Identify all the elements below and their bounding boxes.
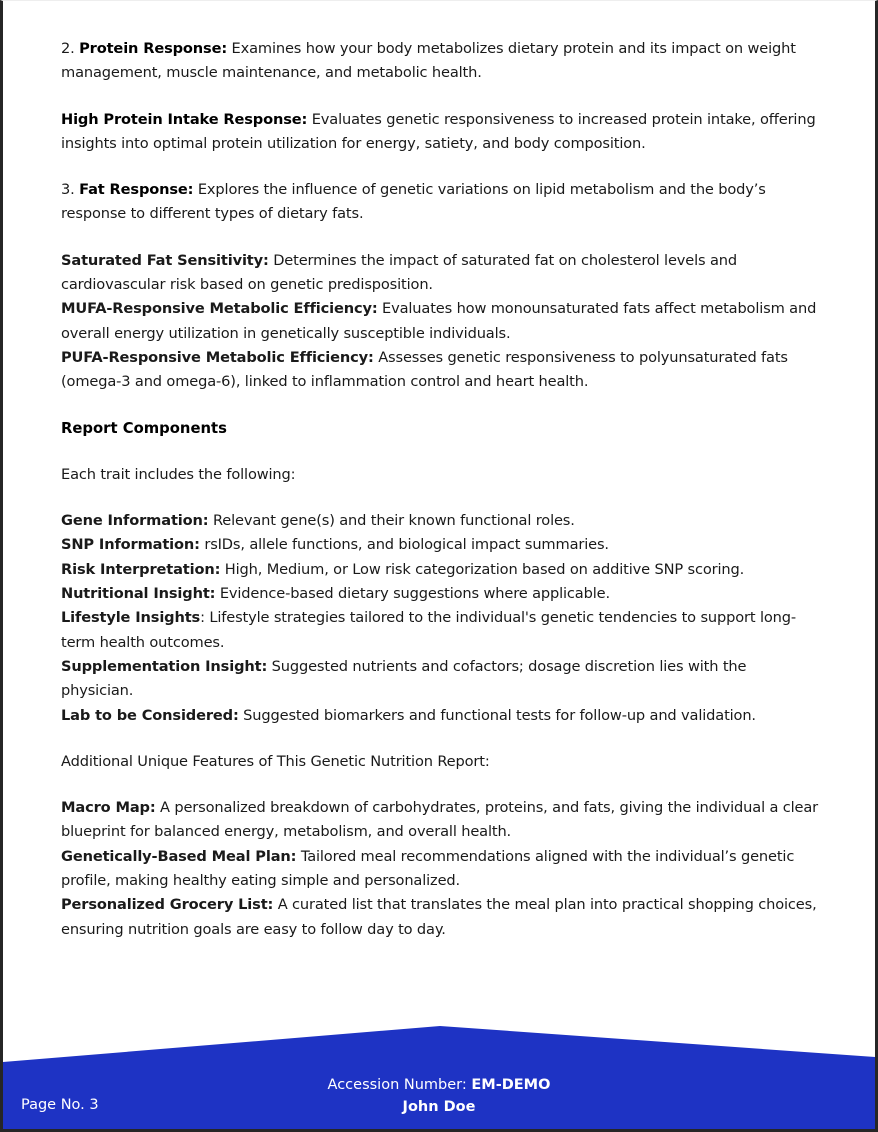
list-item-lead: PUFA-Responsive Metabolic Efficiency: xyxy=(61,348,374,366)
list-item-text: A curated list that translates the meal plan into practical shopping choices, ensuring nutrition goals are easy to follow day to day. xyxy=(61,896,817,938)
paragraph-number: 3. xyxy=(61,181,80,199)
list-item xyxy=(61,582,823,606)
footer-accession-block xyxy=(3,1074,875,1118)
list-item-text: Determines the impact of saturated fat on cholesterol levels and cardiovascular risk based on genetic predisposition. xyxy=(61,251,737,294)
list-item-lead: Lab to be Considered: xyxy=(61,706,239,724)
additional-features-intro: Additional Unique Features of This Genetic Nutrition Report: xyxy=(61,752,490,770)
paragraph-lead: Fat Response: xyxy=(79,181,194,199)
list-item xyxy=(61,509,823,533)
list-item-lead: Lifestyle Insights xyxy=(61,609,201,627)
paragraph-lead: Protein Response: xyxy=(79,40,228,57)
list-item-lead: Macro Map: xyxy=(61,799,156,817)
list-item-text: Relevant gene(s) and their known functional roles. xyxy=(208,512,575,530)
list-item-text: rsIDs, allele functions, and biological impact summaries. xyxy=(199,536,609,554)
list-item-text: A personalized breakdown of carbohydrates, proteins, and fats, giving the individual a clear blueprint for balanced energy, metabolism, and overall health. xyxy=(61,799,819,841)
list-item-lead: Nutritional Insight: xyxy=(61,585,216,603)
paragraph-text: Examines how your body metabolizes dietary protein and its impact on weight management, muscle maintenance, and metabolic health. xyxy=(61,40,796,82)
patient-name: John Doe xyxy=(402,1099,476,1115)
list-item-lead: Risk Interpretation: xyxy=(61,560,221,578)
list-item-text: Suggested nutrients and cofactors; dosage discretion lies with the physician. xyxy=(61,657,747,700)
list-item xyxy=(61,845,823,894)
list-item xyxy=(61,796,823,845)
list-item-text: Tailored meal recommendations aligned with the individual’s genetic profile, making healthy eating simple and personalized. xyxy=(61,847,795,890)
list-item xyxy=(61,558,823,582)
list-item xyxy=(61,346,823,395)
page-number-label: Page No. 3 xyxy=(21,1097,99,1113)
list-item-lead: Genetically-Based Meal Plan: xyxy=(61,847,297,865)
page-footer xyxy=(3,1017,875,1129)
list-item xyxy=(61,893,823,942)
paragraph-lead: High Protein Intake Response: xyxy=(61,110,308,128)
paragraph-fat-response xyxy=(61,178,823,227)
list-item-lead: Supplementation Insight: xyxy=(61,657,268,675)
list-item xyxy=(61,249,823,298)
list-item-text: Assesses genetic responsiveness to polyunsaturated fats (omega-3 and omega-6), linked to inflammation control and heart health. xyxy=(61,348,788,391)
paragraph-text: Evaluates genetic responsiveness to increased protein intake, offering insights into optimal protein utilization for energy, satiety, and body composition. xyxy=(61,110,816,152)
accession-label: Accession Number: xyxy=(327,1077,467,1093)
list-item-text: : Lifestyle strategies tailored to the individual's genetic tendencies to support long-term health outcomes. xyxy=(61,609,796,651)
list-item xyxy=(61,533,823,557)
list-item-text: Evidence-based dietary suggestions where applicable. xyxy=(215,585,610,603)
additional-features-list xyxy=(61,796,823,942)
list-item-lead: Saturated Fat Sensitivity: xyxy=(61,251,269,269)
paragraph-text: Explores the influence of genetic variations on lipid metabolism and the body’s response to different types of dietary fats. xyxy=(61,181,766,223)
report-components-intro: Each trait includes the following: xyxy=(61,465,296,483)
list-item-text: Evaluates how monounsaturated fats affect metabolism and overall energy utilization in genetically susceptible individuals. xyxy=(61,300,817,342)
list-item-lead: Gene Information: xyxy=(61,512,209,530)
list-item xyxy=(61,704,823,728)
list-item-lead: SNP Information: xyxy=(61,536,200,554)
paragraph-high-protein-intake-response xyxy=(61,108,823,157)
list-item xyxy=(61,606,823,655)
list-item xyxy=(61,655,823,704)
list-item-text: Suggested biomarkers and functional tests for follow-up and validation. xyxy=(238,706,756,724)
list-item-text: High, Medium, or Low risk categorization based on additive SNP scoring. xyxy=(220,560,745,578)
list-item-lead: MUFA-Responsive Metabolic Efficiency: xyxy=(61,300,378,318)
list-item-lead: Personalized Grocery List: xyxy=(61,896,274,914)
list-item xyxy=(61,297,823,346)
paragraph-number: 2. xyxy=(61,40,80,57)
page-content xyxy=(61,37,823,964)
accession-value: EM-DEMO xyxy=(471,1077,551,1093)
paragraph-protein-response xyxy=(61,37,823,86)
fat-trait-list xyxy=(61,249,823,395)
report-components-list xyxy=(61,509,823,728)
section-heading-report-components: Report Components xyxy=(61,419,227,437)
